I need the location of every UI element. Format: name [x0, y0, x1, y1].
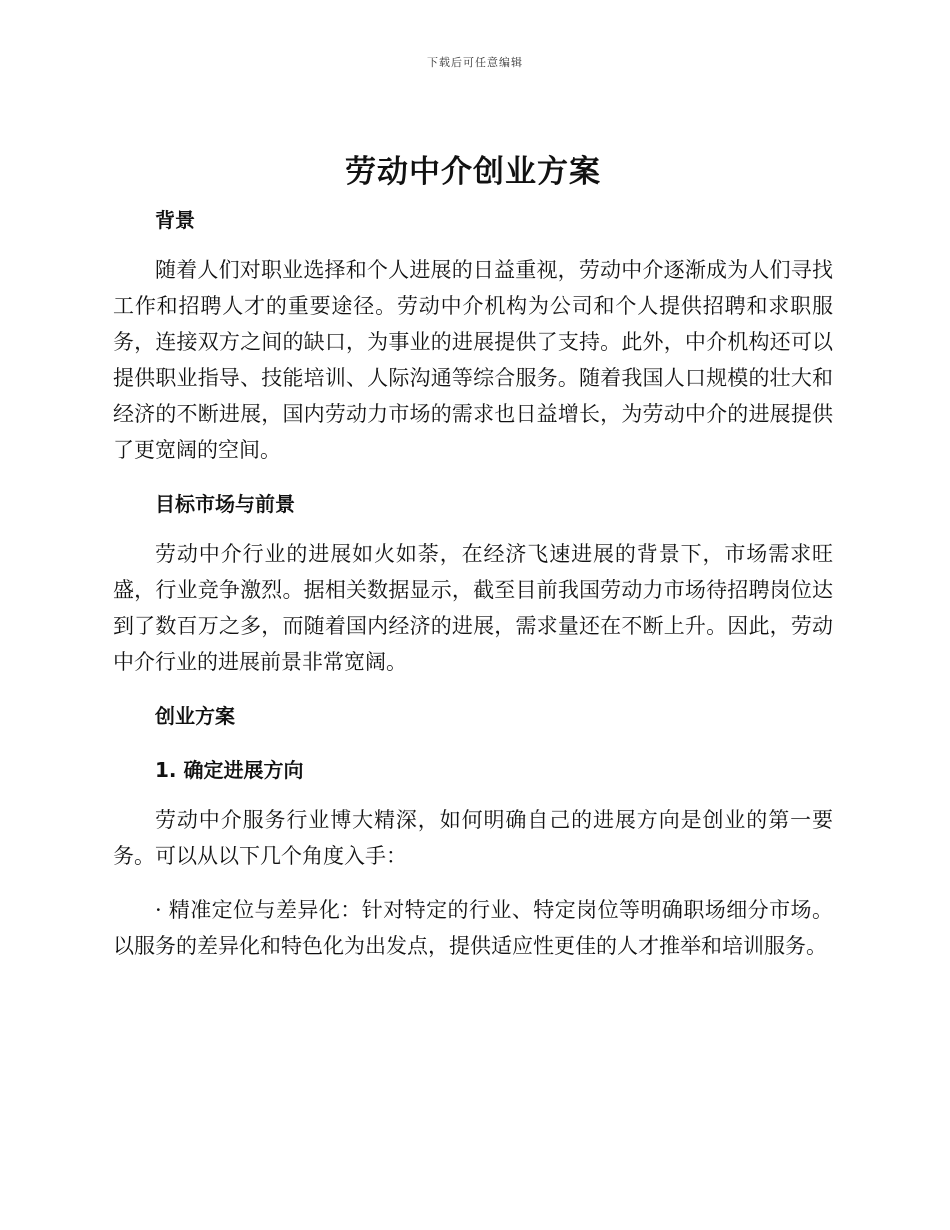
- paragraph-market: 劳动中介行业的进展如火如荼，在经济飞速进展的背景下，市场需求旺盛，行业竞争激烈。据相关数据显示，截至目前我国劳动力市场待招聘岗位达到了数百万之多，而随着国内经济的进展，需求量还在不断上升。因此，劳动中介行业的进展前景非常宽阔。: [113, 542, 833, 674]
- section-heading-plan: 创业方案: [155, 704, 235, 728]
- bullet-item-positioning: · 精准定位与差异化：针对特定的行业、特定岗位等明确职场细分市场。以服务的差异化和特色化为出发点，提供适应性更佳的人才推举和培训服务。: [113, 898, 833, 958]
- paragraph-background: 随着人们对职业选择和个人进展的日益重视，劳动中介逐渐成为人们寻找工作和招聘人才的重要途径。劳动中介机构为公司和个人提供招聘和求职服务，连接双方之间的缺口，为事业的进展提供了支持。此外，中介机构还可以提供职业指导、技能培训、人际沟通等综合服务。随着我国人口规模的壮大和经济的不断进展，国内劳动力市场的需求也日益增长，为劳动中介的进展提供了更宽阔的空间。: [113, 258, 833, 462]
- section-heading-market: 目标市场与前景: [155, 492, 295, 516]
- subsection-heading-direction: 1. 确定进展方向: [155, 758, 304, 782]
- document-title: 劳动中介创业方案: [345, 154, 601, 190]
- paragraph-direction: 劳动中介服务行业博大精深，如何明确自己的进展方向是创业的第一要务。可以从以下几个角度入手：: [113, 808, 833, 868]
- document-body: [113, 150, 833, 964]
- page-header: 下载后可任意编辑: [427, 56, 523, 69]
- section-heading-background: 背景: [155, 208, 195, 232]
